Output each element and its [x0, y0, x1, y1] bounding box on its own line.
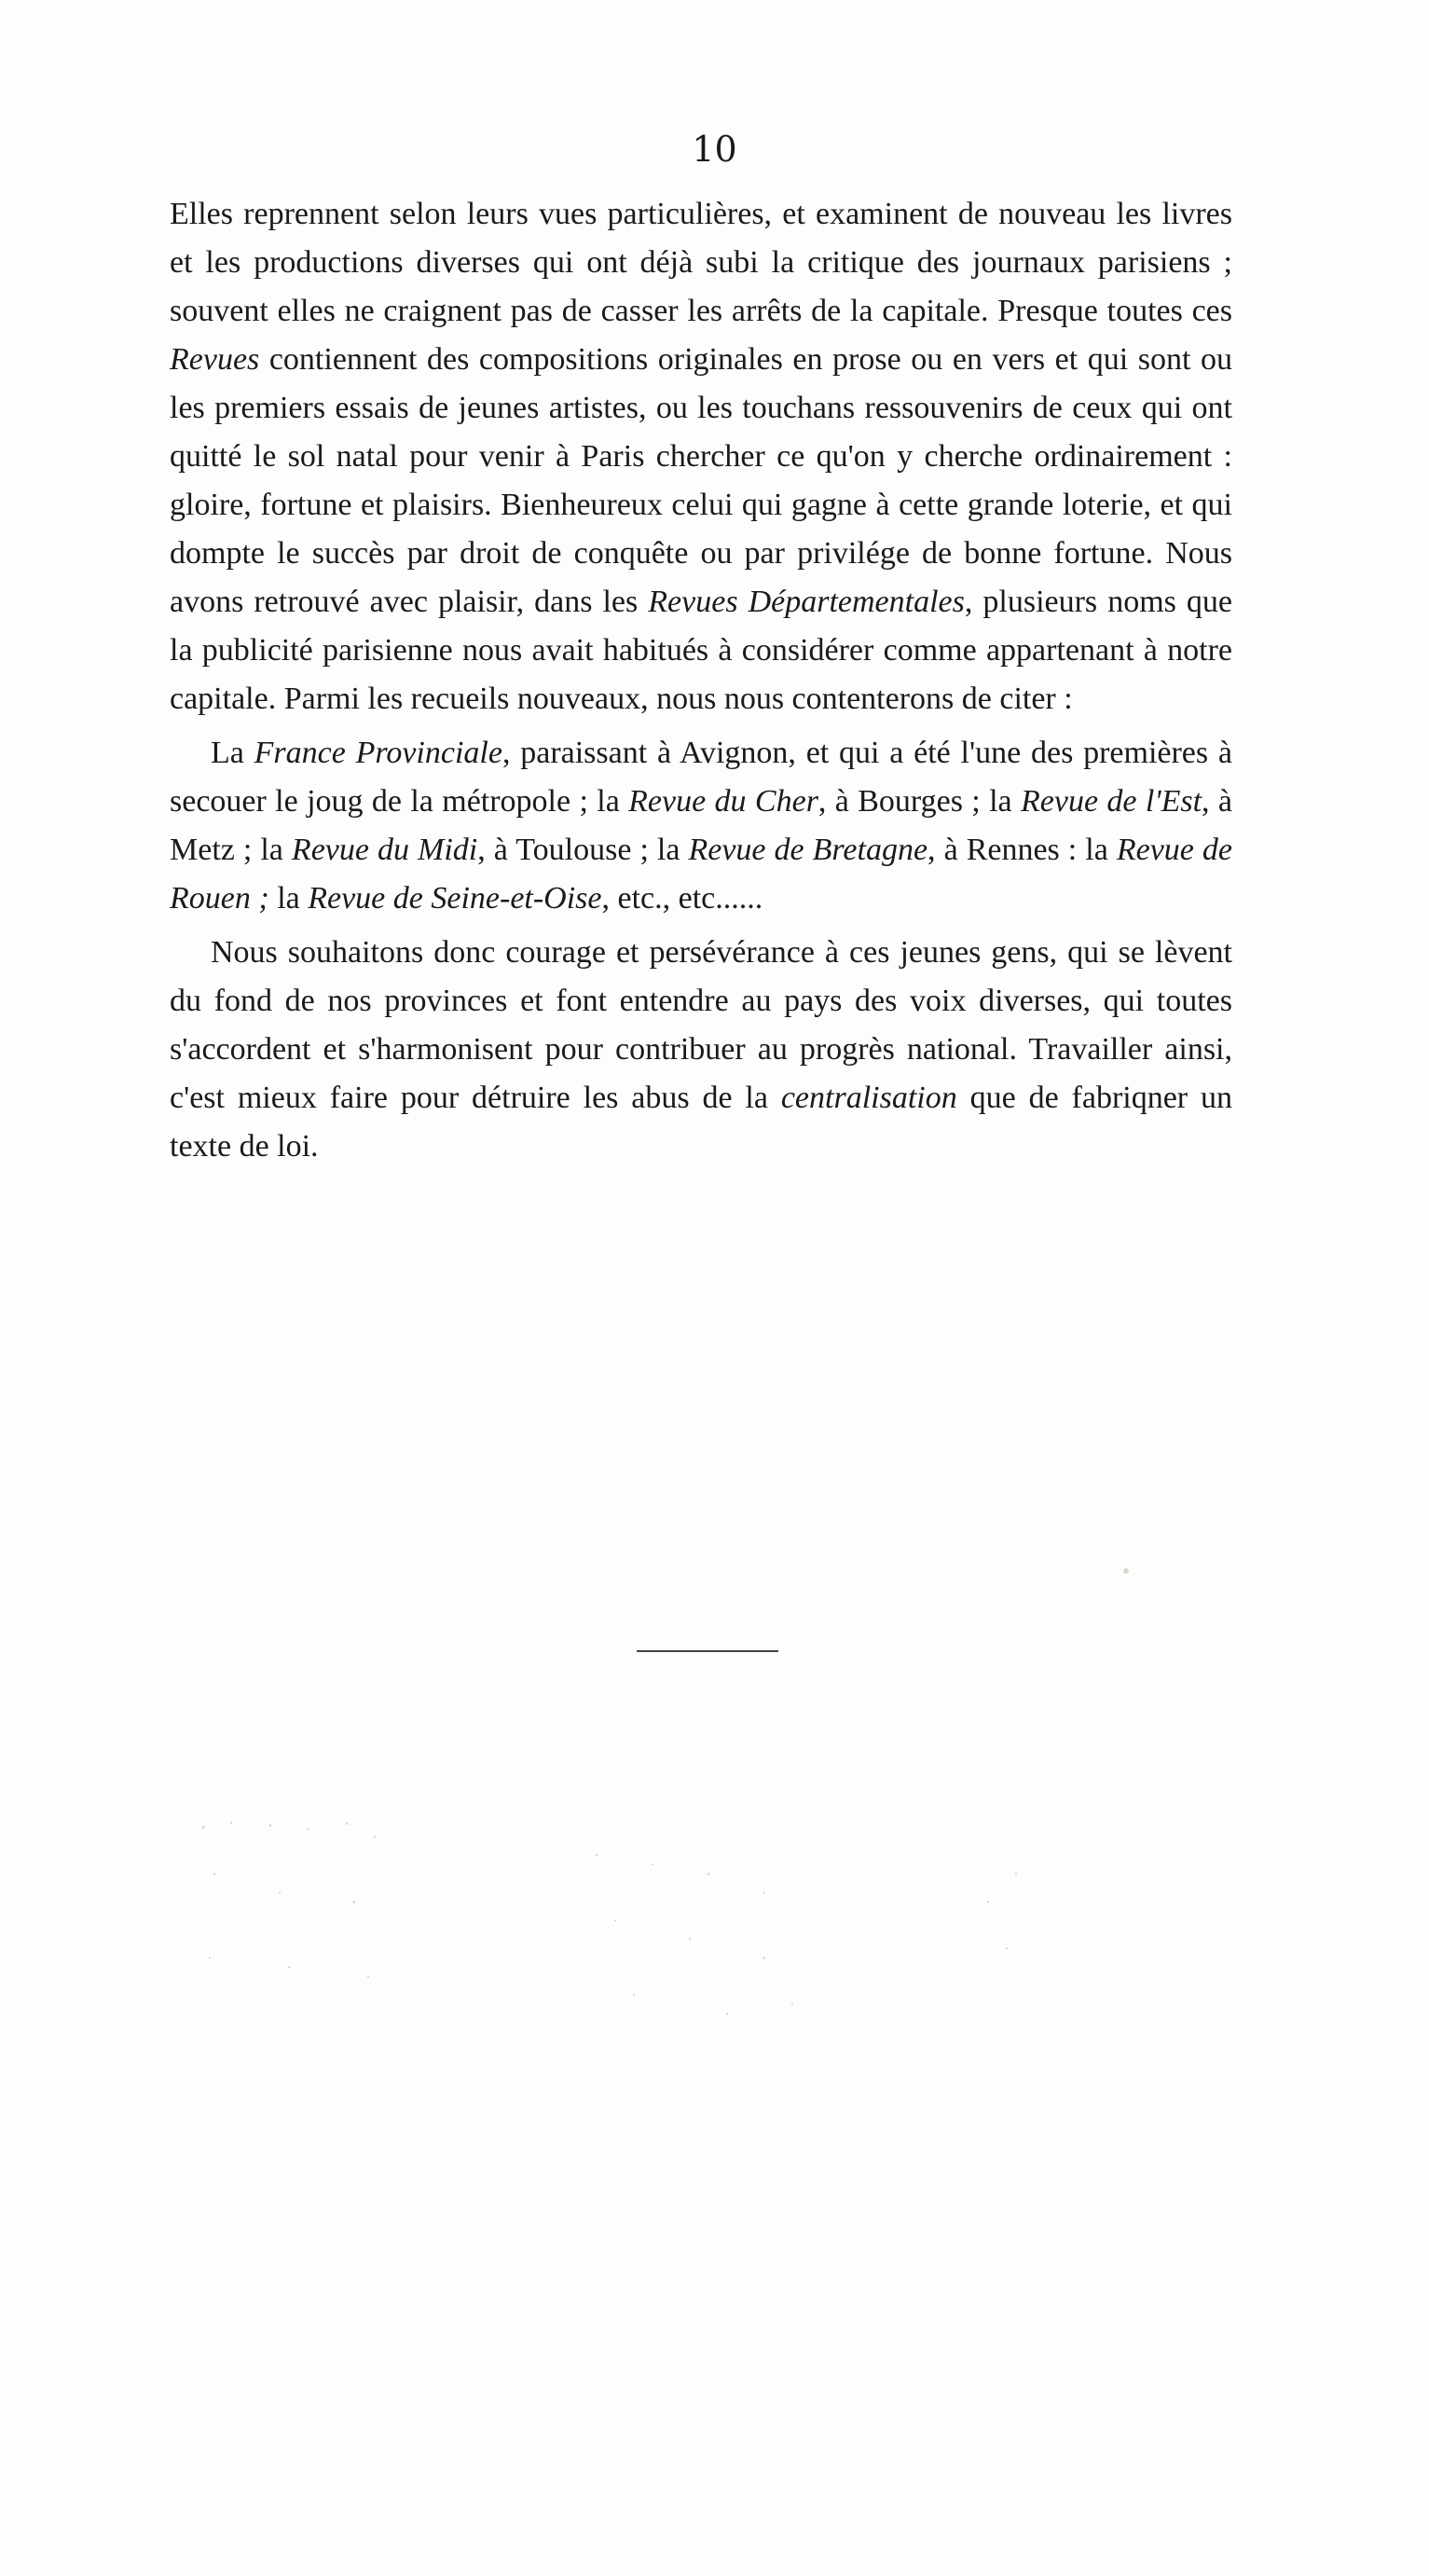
italic-title-text: Revue du Midi — [291, 833, 478, 867]
paragraph-text-run: la — [268, 881, 309, 916]
section-divider-rule — [637, 1650, 778, 1652]
paragraph-text-run: , etc., etc...... — [601, 881, 763, 916]
italic-title-text: Revues — [170, 342, 260, 377]
paragraph-text-run: Nous souhaitons donc courage et persévérance à ces jeunes gens, qui se lèvent du fond de nos provinces et font entendre au pays des voix diverses, qui toutes s'accordent et s'harmonisent pour contribuer au progrès national. Travailler ainsi, c'est mieux faire pour détruire les abus de la — [170, 935, 1232, 1115]
italic-title-text: Revue du Cher — [628, 784, 818, 819]
page-number: 10 — [692, 129, 737, 170]
paragraph-1 — [170, 190, 1232, 723]
paragraph-text-run: , plusieurs noms que la publicité parisienne nous avait habitués à considérer comme appartenant à notre capitale. Parmi les recueils nouveaux, nous nous contenterons de citer : — [170, 585, 1232, 716]
italic-title-text: Revue de Bretagne — [688, 833, 928, 867]
paragraph-3 — [170, 929, 1232, 1171]
italic-title-text: Revues Départementales — [648, 585, 965, 619]
italic-title-text: France Provinciale — [254, 736, 502, 770]
italic-title-text: Revue de Rouen ; — [170, 833, 1233, 916]
paragraph-text-run: que de fabriqner un texte de loi. — [170, 1081, 1232, 1164]
paragraph-text-run: Elles reprennent selon leurs vues particulières, et examinent de nouveau les livres et les productions diverses qui ont déjà subi la critique des journaux parisiens ; souvent elles ne craignent pas de casser les arrêts de la capitale. Presque toutes ces — [170, 197, 1232, 328]
paragraph-text-run: , à Bourges ; la — [818, 784, 1022, 819]
paragraph-text-run: contiennent des compositions originales en prose ou en vers et qui sont ou les premiers essais de jeunes artistes, ou les touchans ressouvenirs de ceux qui ont quitté le sol natal pour venir à Paris chercher ce qu'on y cherche ordinairement : gloire, fortune et plaisirs. Bienheureux celui qui gagne à cette grande loterie, et qui dompte le succès par droit de conquête ou par privilége de bonne fortune. Nous avons retrouvé avec plaisir, dans les — [170, 342, 1232, 619]
paragraph-text-run: , à Rennes : la — [927, 833, 1117, 867]
body-text — [170, 190, 1232, 1177]
italic-title-text: centralisation — [780, 1081, 957, 1115]
paragraph-text-run: , paraissant à Avignon, et qui a été l'une des premières à secouer le joug de la métropole ; la — [170, 736, 1232, 819]
paragraph-text-run: , à Metz ; la — [170, 784, 1232, 867]
paragraph-text-run: La — [211, 736, 254, 770]
italic-title-text: Revue de Seine-et-Oise — [308, 881, 602, 916]
paragraph-text-run: , à Toulouse ; la — [477, 833, 689, 867]
paragraph-2 — [170, 729, 1232, 923]
italic-title-text: Revue de l'Est — [1021, 784, 1202, 819]
